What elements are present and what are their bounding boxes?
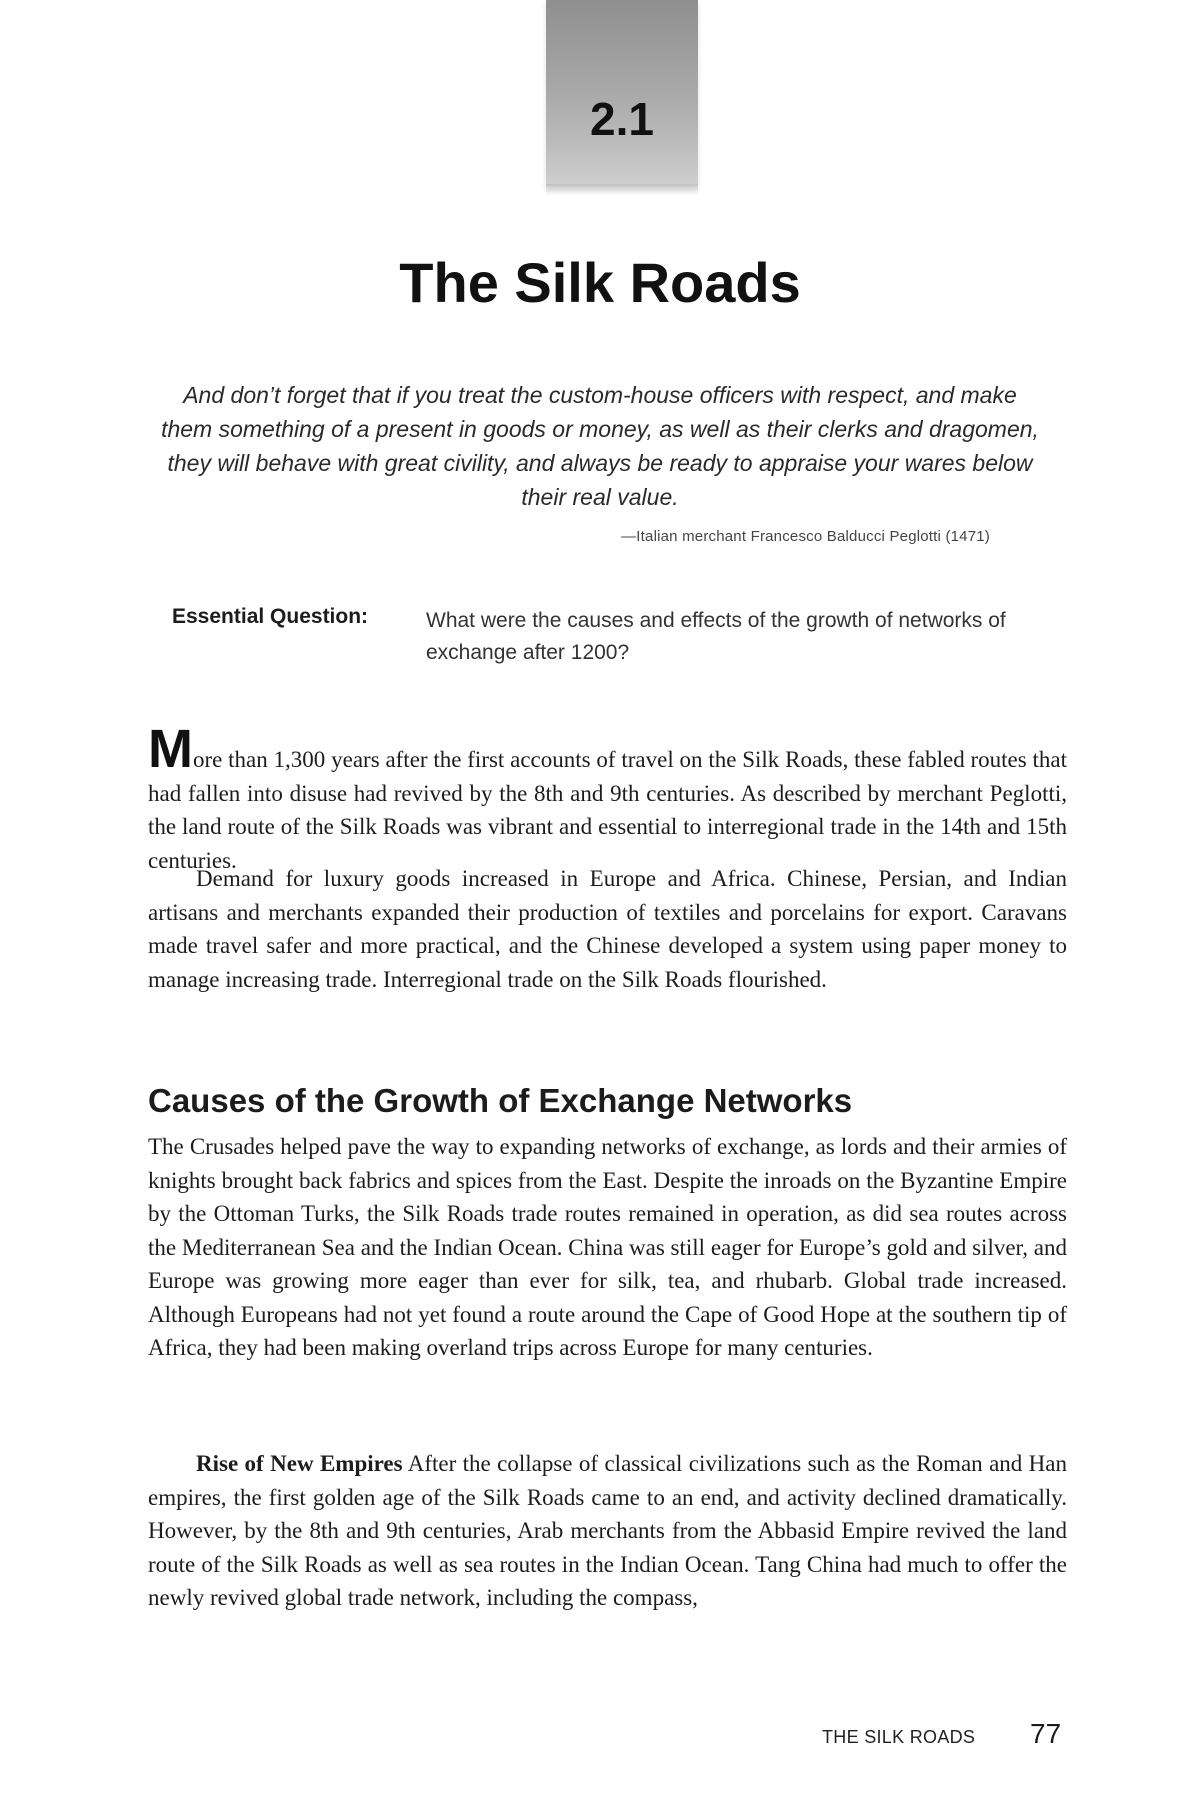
causes-paragraph-2-text: After the collapse of classical civilizations such as the Roman and Han empires, the first golden age of the Silk Roads came to an end, and activity declined dramatically. However, by the 8th and 9th centuries, Arab merchants from the Abbasid Empire revived the land route of the Silk Roads as well as sea routes in the Indian Ocean. Tang China had much to offer the newly revived global trade network, including the compass, — [148, 1451, 1067, 1610]
running-footer-title: THE SILK ROADS — [822, 1727, 976, 1747]
intro-paragraph-1 — [148, 719, 1067, 877]
essential-question-label: Essential Question: — [172, 605, 369, 628]
causes-paragraph-1: The Crusades helped pave the way to expanding networks of exchange, as lords and their armies of knights brought back fabrics and spices from the East. Despite the inroads on the Byzantine Empire by the Ottoman Turks, the Silk Roads trade routes remained in operation, as did sea routes across the Mediterranean Sea and the Indian Ocean. China was still eager for Europe’s gold and silver, and Europe was growing more eager than ever for silk, tea, and rhubarb. Global trade increased. Although Europeans had not yet found a route around the Cape of Good Hope at the southern tip of Africa, they had been making overland trips across Europe for many centuries. — [148, 1134, 1067, 1360]
run-in-heading: Rise of New Empires — [196, 1451, 403, 1476]
causes-paragraph-2 — [148, 1447, 1067, 1615]
drop-cap: M — [148, 719, 193, 779]
essential-question-text: What were the causes and effects of the growth of networks of exchange after 1200? — [426, 609, 1006, 664]
chapter-title: The Silk Roads — [399, 251, 801, 314]
section-number: 2.1 — [590, 93, 654, 145]
section-heading: Causes of the Growth of Exchange Networks — [148, 1082, 853, 1119]
epigraph-attribution: —Italian merchant Francesco Balducci Peglotti (1471) — [621, 528, 990, 545]
page-number: 77 — [1030, 1718, 1062, 1749]
intro-paragraph-2: Demand for luxury goods increased in Europe and Africa. Chinese, Persian, and Indian artisans and merchants expanded their production of textiles and porcelains for export. Caravans made travel safer and more practical, and the Chinese developed a system using paper money to manage increasing trade. Interregional trade on the Silk Roads flourished. — [148, 866, 1067, 992]
section-number-tab — [546, 0, 698, 186]
epigraph-quote: And don’t forget that if you treat the custom-house officers with respect, and make them something of a present in goods or money, as well as their clerks and dragomen, they will behave with great civility, and always be ready to appraise your wares below their real value. — [161, 382, 1039, 510]
intro-paragraph-1-text: ore than 1,300 years after the first accounts of travel on the Silk Roads, these fabled routes that had fallen into disuse had revived by the 8th and 9th centuries. As described by merchant Peglotti, the land route of the Silk Roads was vibrant and essential to interregional trade in the 14th and 15th centuries. — [148, 747, 1067, 873]
